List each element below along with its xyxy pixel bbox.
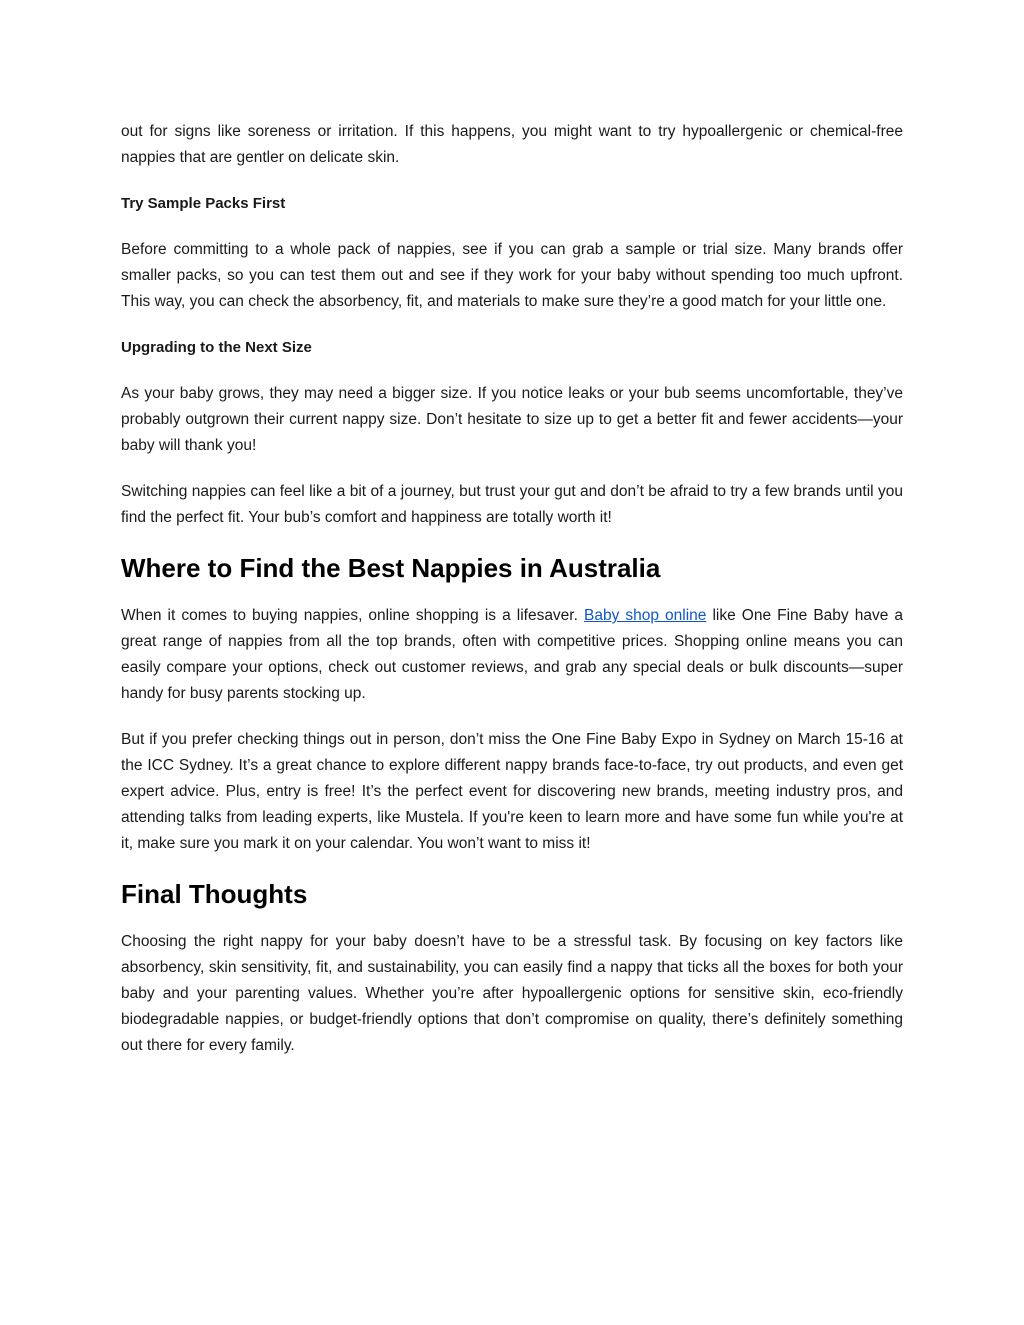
document-page — [121, 119, 903, 1059]
paragraph-expo: But if you prefer checking things out in person, don’t miss the One Fine Baby Expo in Sydney on March 15-16 at the ICC Sydney. It’s a great chance to explore different nappy brands face-to-face, try out products, and even get expert advice. Plus, entry is free! It’s the perfect event for discovering new brands, meeting industry pros, and attending talks from leading experts, like Mustela. If you're keen to learn more and have some fun while you're at it, make sure you mark it on your calendar. You won’t want to miss it! — [121, 731, 903, 852]
subheading-sample-packs: Try Sample Packs First — [121, 195, 286, 212]
baby-shop-online-link[interactable]: Baby shop online — [583, 607, 707, 624]
online-text-before: When it comes to buying nappies, online shopping is a lifesaver. — [121, 607, 584, 624]
heading-final-thoughts: Final Thoughts — [121, 879, 308, 909]
paragraph-switching: Switching nappies can feel like a bit of a journey, but trust your gut and don’t be afraid to try a few brands until you find the perfect fit. Your bub’s comfort and happiness are totally worth it! — [121, 483, 903, 526]
paragraph-next-size: As your baby grows, they may need a bigger size. If you notice leaks or your bub seems uncomfortable, they’ve probably outgrown their current nappy size. Don’t hesitate to size up to get a better fit and fewer accidents—your baby will thank you! — [121, 385, 903, 454]
subheading-next-size: Upgrading to the Next Size — [121, 339, 312, 356]
paragraph-irritation: out for signs like soreness or irritation. If this happens, you might want to try hypoallergenic or chemical-free nappies that are gentler on delicate skin. — [121, 123, 903, 166]
online-text-after: like One Fine Baby have a great range of nappies from all the top brands, often with competitive prices. Shopping online means you can easily compare your options, check out customer reviews, and grab any special deals or bulk discounts—super handy for busy parents stocking up. — [121, 607, 904, 702]
paragraph-online-shopping — [121, 603, 903, 707]
paragraph-sample-packs: Before committing to a whole pack of nappies, see if you can grab a sample or trial size. Many brands offer smaller packs, so you can test them out and see if they work for your baby without spending too much upfront. This way, you can check the absorbency, fit, and materials to make sure they’re a good match for your little one. — [121, 241, 903, 310]
paragraph-final: Choosing the right nappy for your baby doesn’t have to be a stressful task. By focusing on key factors like absorbency, skin sensitivity, fit, and sustainability, you can easily find a nappy that ticks all the boxes for both your baby and your parenting values. Whether you’re after hypoallergenic options for sensitive skin, eco-friendly biodegradable nappies, or budget-friendly options that don’t compromise on quality, there’s definitely something out there for every family. — [121, 933, 903, 1054]
heading-where-to-find: Where to Find the Best Nappies in Australia — [121, 553, 661, 583]
